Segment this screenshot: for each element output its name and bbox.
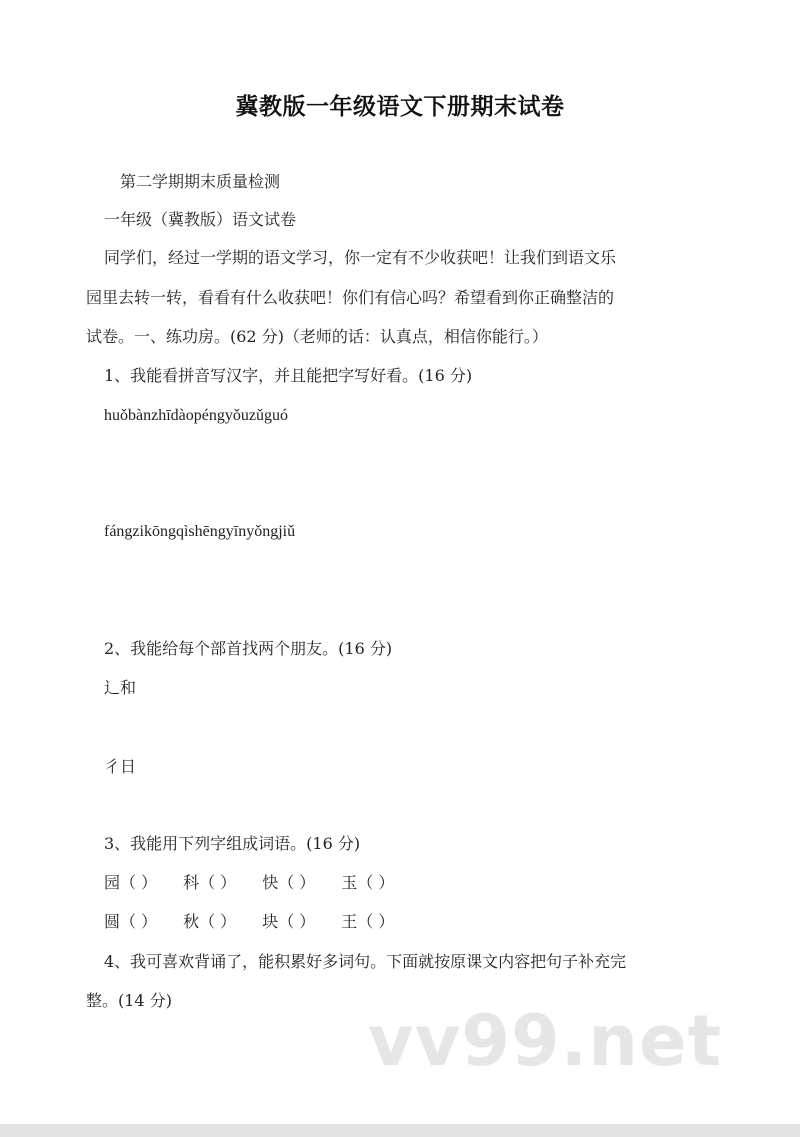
word-blank: 王（ ）: [341, 912, 395, 931]
page-title: 冀教版一年级语文下册期末试卷: [235, 94, 565, 120]
word-blank: 块（ ）: [262, 912, 316, 931]
grade-line: 一年级（冀教版）语文试卷: [104, 210, 297, 229]
word-blank: 科（ ）: [183, 873, 237, 892]
subtitle: 第二学期期末质量检测: [120, 172, 281, 191]
pinyin-row-2: fángzikōngqìshēngyīnyǒngjiǔ: [104, 523, 296, 540]
word-blank: 圆（ ）: [104, 912, 158, 931]
word-blank: 园（ ）: [104, 873, 158, 892]
intro-line-3: 试卷。一、练功房。(62 分)（老师的话：认真点，相信你能行。）: [86, 327, 548, 346]
intro-line-1: 同学们，经过一学期的语文学习，你一定有不少收获吧！让我们到语文乐: [104, 248, 617, 267]
question-4-label-line-1: 4、我可喜欢背诵了，能积累好多词句。下面就按原课文内容把句子补充完: [104, 952, 627, 971]
word-blank: 秋（ ）: [183, 912, 237, 931]
question-3-label: 3、我能用下列字组成词语。(16 分): [104, 834, 361, 853]
question-1-label: 1、我能看拼音写汉字，并且能把字写好看。(16 分): [104, 366, 473, 385]
radical-row-1: 辶和: [104, 678, 137, 697]
watermark: vv99.net: [368, 1000, 723, 1082]
word-blank: 玉（ ）: [341, 873, 395, 892]
question-4-label-line-2: 整。(14 分): [86, 991, 172, 1010]
word-blank: 快（ ）: [262, 873, 316, 892]
question-2-label: 2、我能给每个部首找两个朋友。(16 分): [104, 639, 393, 658]
radical-row-2: 彳日: [104, 757, 137, 776]
word-row-2: [104, 911, 420, 933]
word-row-1: [104, 872, 420, 894]
intro-line-2: 园里去转一转，看看有什么收获吧！你们有信心吗？希望看到你正确整洁的: [86, 288, 615, 307]
pinyin-row-1: huǒbànzhīdàopéngyǒuzǔguó: [104, 407, 288, 424]
page-bottom-gap: [0, 1124, 800, 1137]
